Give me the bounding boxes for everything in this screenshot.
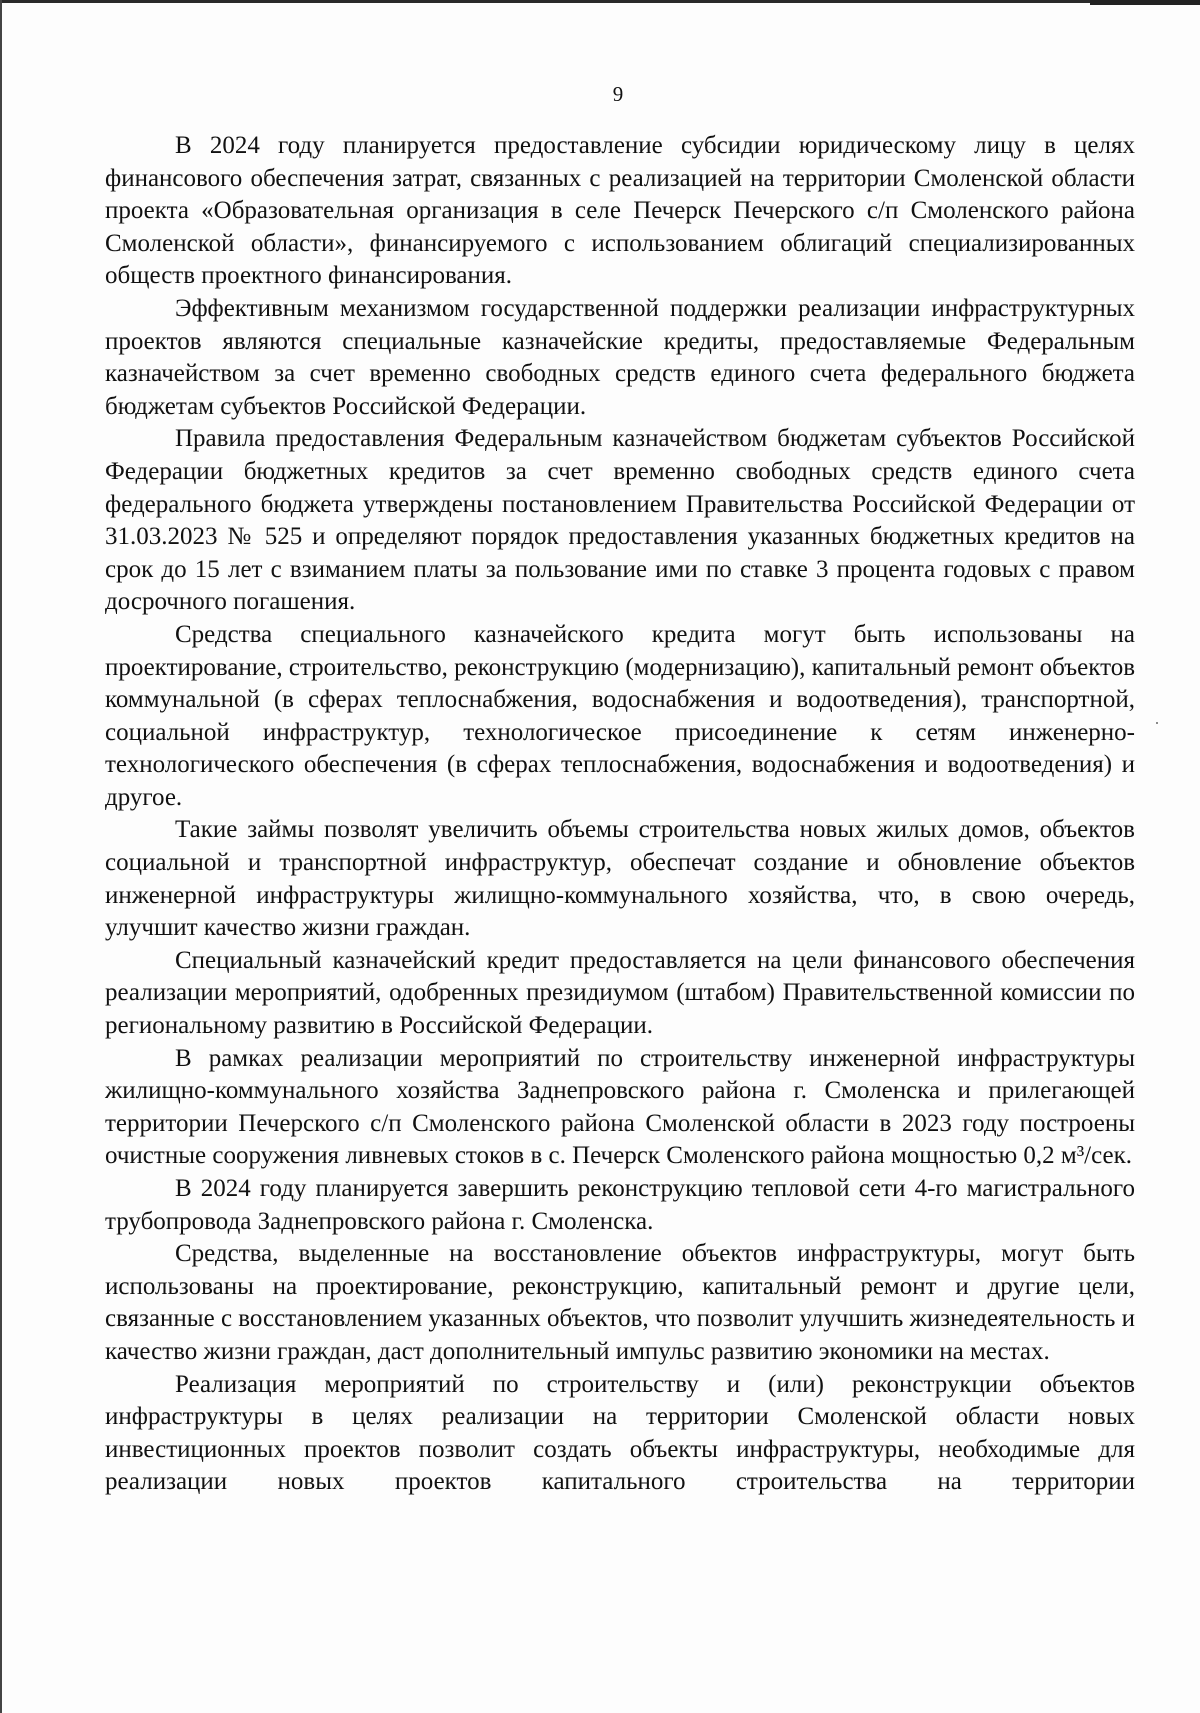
paragraph-investment-projects: Реализация мероприятий по строительству и (или) реконструкции объектов инфраструктуры в целях реализации на территории Смоленской области новых инвестиционных проектов позволит создать объекты инфраструктуры, необходимые для реализации новых проектов капитального строительства на территории: [105, 1370, 1135, 1496]
paragraph-loans-effect: Такие займы позволят увеличить объемы строительства новых жилых домов, объектов социальной и транспортной инфраструктур, обеспечат создание и обновление объектов инженерной инфраструктуры жилищно-коммунального хозяйства, что, в свою очередь, улучшит качество жизни граждан.: [105, 816, 1135, 942]
document-body: [105, 130, 1135, 1499]
paragraph-treasury-credits: Эффективным механизмом государственной поддержки реализации инфраструктурных проектов являются специальные казначейские кредиты, предоставляемые Федеральным казначейством за счет временно свободных средств единого счета федерального бюджета бюджетам субъектов Российской Федерации.: [105, 294, 1135, 420]
paragraph-credit-usage: Средства специального казначейского кредита могут быть использованы на проектирование, строительство, реконструкцию (модернизацию), капитальный ремонт объектов коммунальной (в сферах теплоснабжения, водоснабжения и водоотведения), транспортной, социальной инфраструктур, технологическое присоединение к сетям инженерно-технологического обеспечения (в сферах теплоснабжения, водоснабжения и водоотведения) и другое.: [105, 620, 1135, 811]
paragraph-heating-2024: В 2024 году планируется завершить реконструкцию тепловой сети 4-го магистрального трубопровода Заднепровского района г. Смоленска.: [105, 1175, 1135, 1235]
paragraph-restoration-funds: Средства, выделенные на восстановление объектов инфраструктуры, могут быть использованы на проектирование, реконструкцию, капитальный ремонт и другие цели, связанные с восстановлением указанных объектов, что позволит улучшить жизнедеятельность и качество жизни граждан, даст дополнительный импульс развитию экономики на местах.: [105, 1240, 1135, 1365]
page-number: 9: [612, 82, 624, 106]
scan-edge-top-right: [1090, 0, 1200, 5]
paragraph-infrastructure-2023: В рамках реализации мероприятий по строительству инженерной инфраструктуры жилищно-коммунального хозяйства Заднепровского района г. Смоленска и прилегающей территории Печерского с/п Смоленского района Смоленской области в 2023 году построены очистные сооружения ливневых стоков в с. Печерск Смоленского района мощностью 0,2 м³/сек.: [105, 1044, 1135, 1170]
paragraph-subsidy: В 2024 году планируется предоставление субсидии юридическому лицу в целях финансового обеспечения затрат, связанных с реализацией на территории Смоленской области проекта «Образовательная организация в селе Печерск Печерского с/п Смоленского района Смоленской области», финансируемого с использованием облигаций специализированных обществ проектного финансирования.: [105, 132, 1135, 290]
scan-speck: [1156, 722, 1158, 724]
scan-edge-top: [0, 0, 1200, 3]
paragraph-credit-rules: Правила предоставления Федеральным казначейством бюджетам субъектов Российской Федерации бюджетных кредитов за счет временно свободных средств единого счета федерального бюджета утверждены постановлением Правительства Российской Федерации от 31.03.2023 № 525 и определяют порядок предоставления указанных бюджетных кредитов на срок до 15 лет с взиманием платы за пользование ими по ставке 3 процента годовых с правом досрочного погашения.: [105, 425, 1135, 616]
paragraph-credit-purpose: Специальный казначейский кредит предоставляется на цели финансового обеспечения реализации мероприятий, одобренных президиумом (штабом) Правительственной комиссии по региональному развитию в Российской Федерации.: [105, 946, 1135, 1040]
scan-edge-left: [0, 0, 2, 1713]
